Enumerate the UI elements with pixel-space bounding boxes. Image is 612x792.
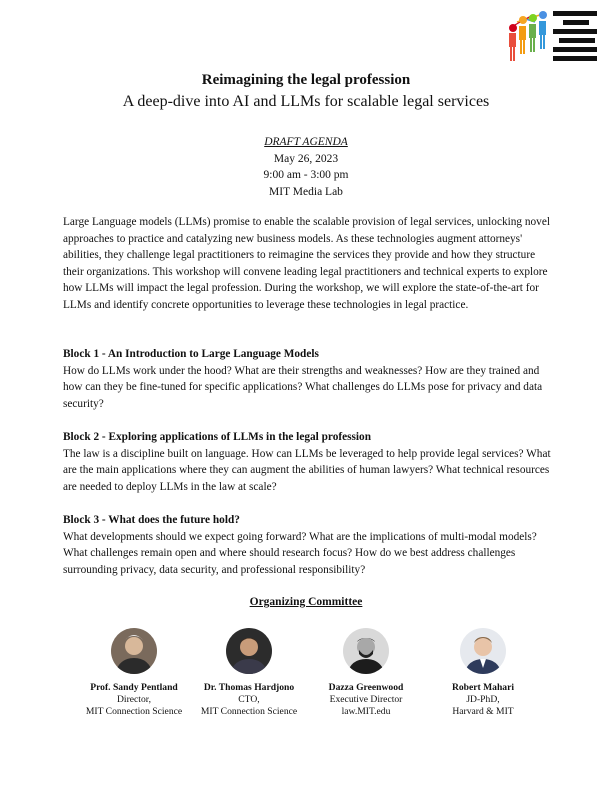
agenda-info <box>0 134 612 200</box>
block-1-body: How do LLMs work under the hood? What are their strengths and weaknesses? How are they trained and how can they be fine-tuned for specific applications? What challenges do LLMs pose for privacy and data security? <box>63 364 543 410</box>
committee-member <box>69 628 199 719</box>
member-org: MIT Connection Science <box>85 706 183 718</box>
member-name: Prof. Sandy Pentland <box>90 682 178 693</box>
avatar <box>226 628 272 674</box>
member-name: Dazza Greenwood <box>328 682 404 693</box>
committee-member <box>418 628 548 719</box>
mit-connection-science-logo-icon <box>553 11 597 61</box>
page-title: Reimagining the legal profession <box>201 72 411 88</box>
member-role: Director, <box>117 694 151 706</box>
member-role: CTO, <box>238 694 260 706</box>
avatar <box>111 628 157 674</box>
member-name: Dr. Thomas Hardjono <box>203 682 295 693</box>
agenda-time: 9:00 am - 3:00 pm <box>263 169 349 181</box>
member-role: JD-PhD, <box>466 694 500 706</box>
block-2 <box>63 429 555 495</box>
block-3 <box>63 512 555 578</box>
member-org: Harvard & MIT <box>452 706 514 718</box>
member-role: Executive Director <box>329 694 403 706</box>
member-org: MIT Connection Science <box>200 706 298 718</box>
intro-paragraph: Large Language models (LLMs) promise to enable the scalable provision of legal services, unlocking novel approaches to practice and catalyzing new business models. As these technologies augment attorneys' abilities, they challenge legal practitioners to reimagine the services they provide and how they structure their organizations. This workshop will convene leading legal practitioners and technical experts to explore how LLMs will impact the legal profession. During the workshop, we will explore the state-of-the-art for LLMs and identify concrete opportunities to leverage these technologies in legal practice. <box>63 216 550 311</box>
agenda-label: DRAFT AGENDA <box>264 136 348 148</box>
block-2-heading: Block 2 - Exploring applications of LLMs in the legal profession <box>63 431 371 443</box>
page-subtitle: A deep-dive into AI and LLMs for scalable legal services <box>122 93 490 110</box>
avatar <box>460 628 506 674</box>
people-network-logo-icon <box>503 8 601 68</box>
member-org: law.MIT.edu <box>341 706 391 718</box>
block-1 <box>63 346 555 412</box>
member-name: Robert Mahari <box>451 682 515 693</box>
block-3-body: What developments should we expect going forward? What are the implications of multi-modal models? What challenges remain open and where should research focus? How do we best address challenges surrounding privacy, data security, and professional responsibility? <box>63 530 537 576</box>
header-logos <box>503 8 601 68</box>
committee-title: Organizing Committee <box>249 596 363 608</box>
block-2-body: The law is a discipline built on language. How can LLMs be leveraged to help provide legal services? What are the main applications where they can augment the abilities of human lawyers? What technical resources are needed to deploy LLMs in the law at scale? <box>63 447 551 493</box>
block-1-heading: Block 1 - An Introduction to Large Language Models <box>63 348 319 360</box>
committee-member <box>184 628 314 719</box>
avatar <box>343 628 389 674</box>
committee-member <box>301 628 431 719</box>
agenda-date: May 26, 2023 <box>273 152 339 165</box>
agenda-location: MIT Media Lab <box>269 185 343 198</box>
block-3-heading: Block 3 - What does the future hold? <box>63 514 240 526</box>
